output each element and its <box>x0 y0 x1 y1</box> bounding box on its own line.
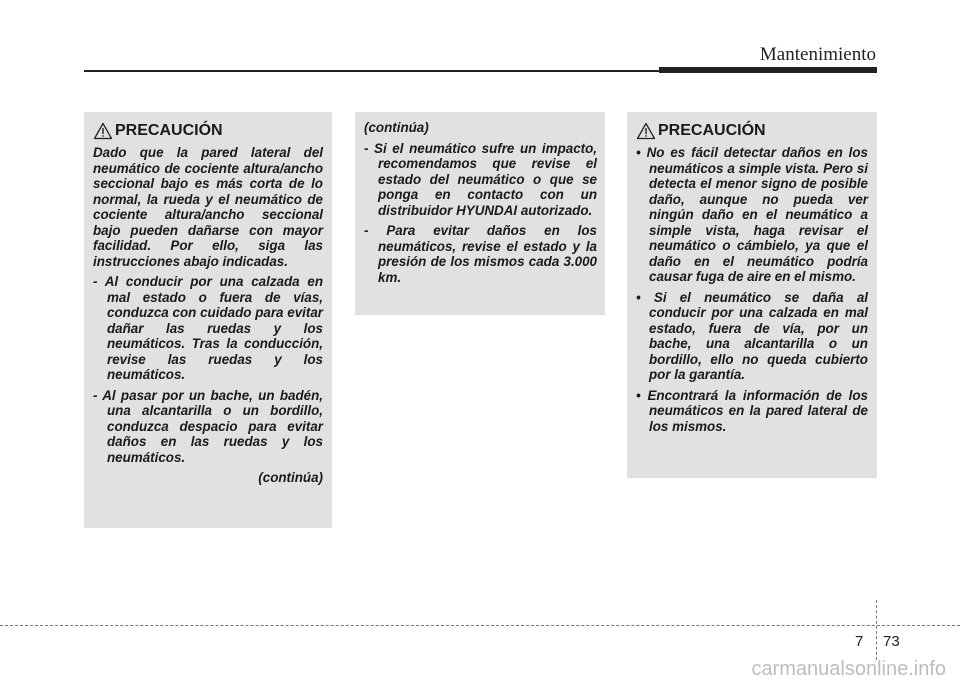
caution-item: - Si el neumático sufre un impacto, recomendamos que revise el estado del neumático o que se ponga en contacto con un distribuidor HYUNDAI autorizado. <box>364 140 597 218</box>
caution-box-3 <box>627 112 877 478</box>
caution-header <box>93 122 323 140</box>
caution-item: - Para evitar daños en los neumáticos, revise el estado y la presión de los mismos cada 3.000 km. <box>364 223 597 285</box>
header-title: Mantenimiento <box>759 44 876 65</box>
page-number: 73 <box>883 633 900 650</box>
warning-triangle-icon <box>636 122 656 140</box>
caution-intro: Dado que la pared lateral del neumático de cociente altura/ancho seccional bajo es más corta de lo normal, la rueda y el neumático de cociente altura/ancho seccional bajo pueden dañarse con mayor facilidad. Por ello, siga las instrucciones abajo indicadas. <box>93 145 323 269</box>
caution-box-2 <box>355 112 605 315</box>
caution-header <box>636 122 868 140</box>
header-rule-thin <box>84 70 659 72</box>
caution-title: PRECAUCIÓN <box>115 122 223 140</box>
caution-box-1 <box>84 112 332 528</box>
chapter-number: 7 <box>855 633 864 650</box>
watermark-text: carmanualsonline.info <box>751 658 946 680</box>
continued-label: (continúa) <box>258 470 323 485</box>
page-number-divider <box>876 600 877 660</box>
caution-item: - Al pasar por un bache, un badén, una alcantarilla o un bordillo, conduzca despacio para evitar daños en las ruedas y los neumáticos. <box>93 387 323 465</box>
caution-item: - Al conducir por una calzada en mal estado o fuera de vías, conduzca con cuidado para evitar dañar las ruedas y los neumáticos. Tras la conducción, revise las ruedas y los neumáticos. <box>93 274 323 382</box>
caution-item: • No es fácil detectar daños en los neumáticos a simple vista. Pero si detecta el menor signo de posible daño, aunque no pueda ver ningún daño en el neumático a simple vista, haga revisar el neumático o cámbielo, ya que el daño en el neumático podría causar fuga de aire en el mismo. <box>636 145 868 284</box>
continued-label: (continúa) <box>364 120 429 135</box>
caution-item: • Encontrará la información de los neumáticos en la pared lateral de los mismos. <box>636 387 868 434</box>
caution-title: PRECAUCIÓN <box>658 122 766 140</box>
warning-triangle-icon <box>93 122 113 140</box>
footer-rule <box>0 625 960 626</box>
header-rule-thick <box>659 67 877 73</box>
caution-item: • Si el neumático se daña al conducir por una calzada en mal estado, fuera de vía, por un bache, una alcantarilla o un bordillo, ello no queda cubierto por la garantía. <box>636 289 868 382</box>
